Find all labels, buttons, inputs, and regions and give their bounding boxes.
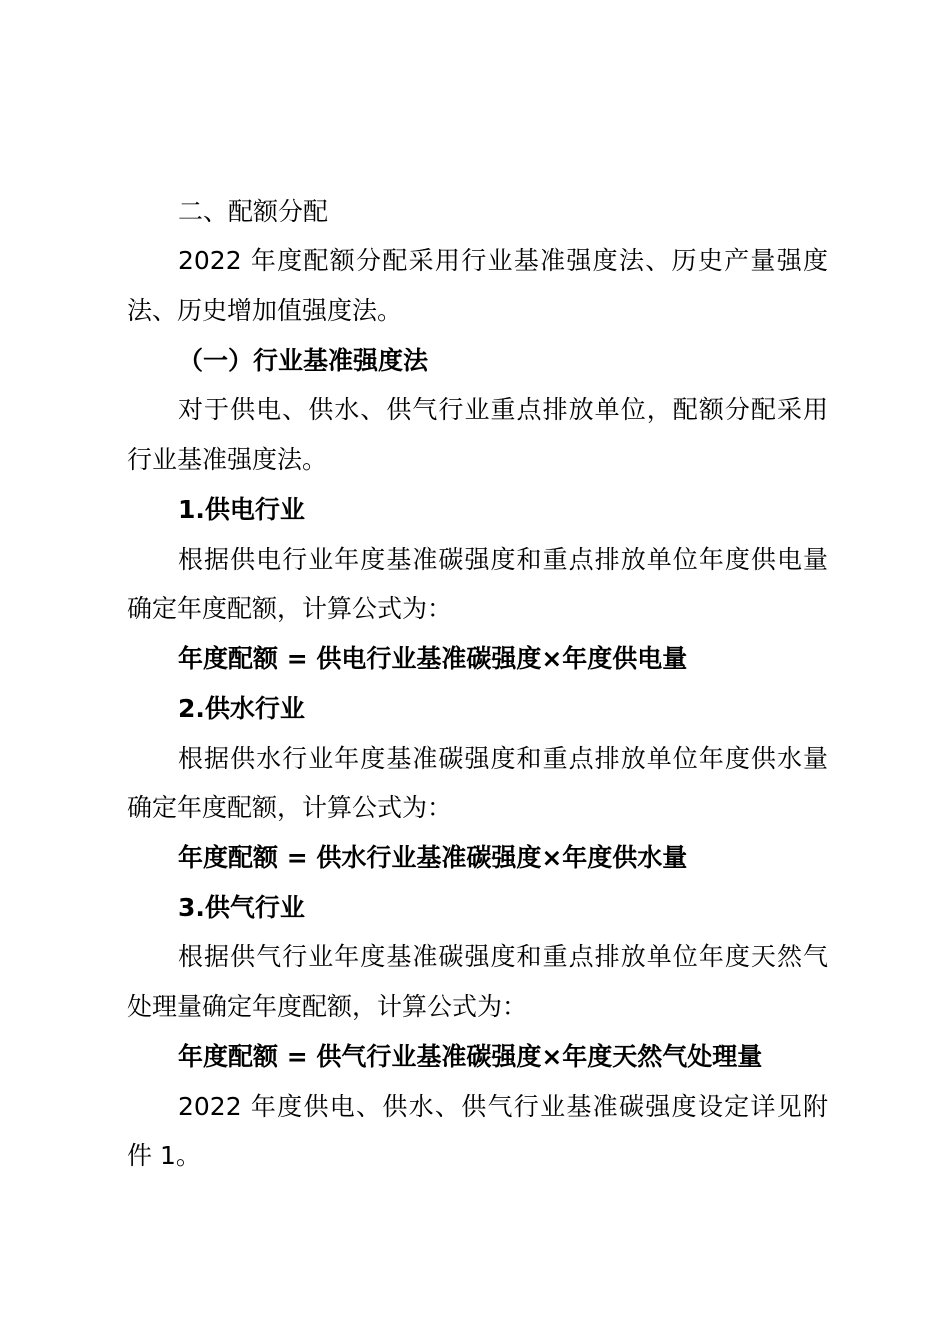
- item-1-heading: 1.供电行业: [178, 495, 305, 524]
- subsection-para-line-2: 行业基准强度法。: [127, 445, 328, 474]
- intro-line-2: 法、历史增加值强度法。: [127, 296, 403, 325]
- closing-line-2: 件 1。: [127, 1141, 201, 1170]
- item-2-formula: 年度配额 = 供水行业基准碳强度×年度供水量: [178, 843, 688, 872]
- item-2-heading: 2.供水行业: [178, 694, 305, 723]
- item-3-formula: 年度配额 = 供气行业基准碳强度×年度天然气处理量: [178, 1042, 763, 1071]
- item-1-formula: 年度配额 = 供电行业基准碳强度×年度供电量: [178, 644, 688, 673]
- item-2-para-line-2: 确定年度配额，计算公式为：: [127, 793, 453, 822]
- item-3-para-line-2: 处理量确定年度配额，计算公式为：: [127, 992, 528, 1021]
- subsection-heading: （一）行业基准强度法: [178, 346, 429, 375]
- intro-line-1: 2022 年度配额分配采用行业基准强度法、历史产量强度: [178, 246, 828, 275]
- item-3-heading: 3.供气行业: [178, 893, 305, 922]
- closing-line-1: 2022 年度供电、供水、供气行业基准碳强度设定详见附: [178, 1092, 828, 1121]
- item-3-para-line-1: 根据供气行业年度基准碳强度和重点排放单位年度天然气: [178, 942, 828, 971]
- section-heading: 二、配额分配: [178, 197, 329, 226]
- item-2-para-line-1: 根据供水行业年度基准碳强度和重点排放单位年度供水量: [178, 744, 828, 773]
- item-1-para-line-1: 根据供电行业年度基准碳强度和重点排放单位年度供电量: [178, 545, 828, 574]
- subsection-para-line-1: 对于供电、供水、供气行业重点排放单位，配额分配采用: [178, 395, 828, 424]
- item-1-para-line-2: 确定年度配额，计算公式为：: [127, 594, 453, 623]
